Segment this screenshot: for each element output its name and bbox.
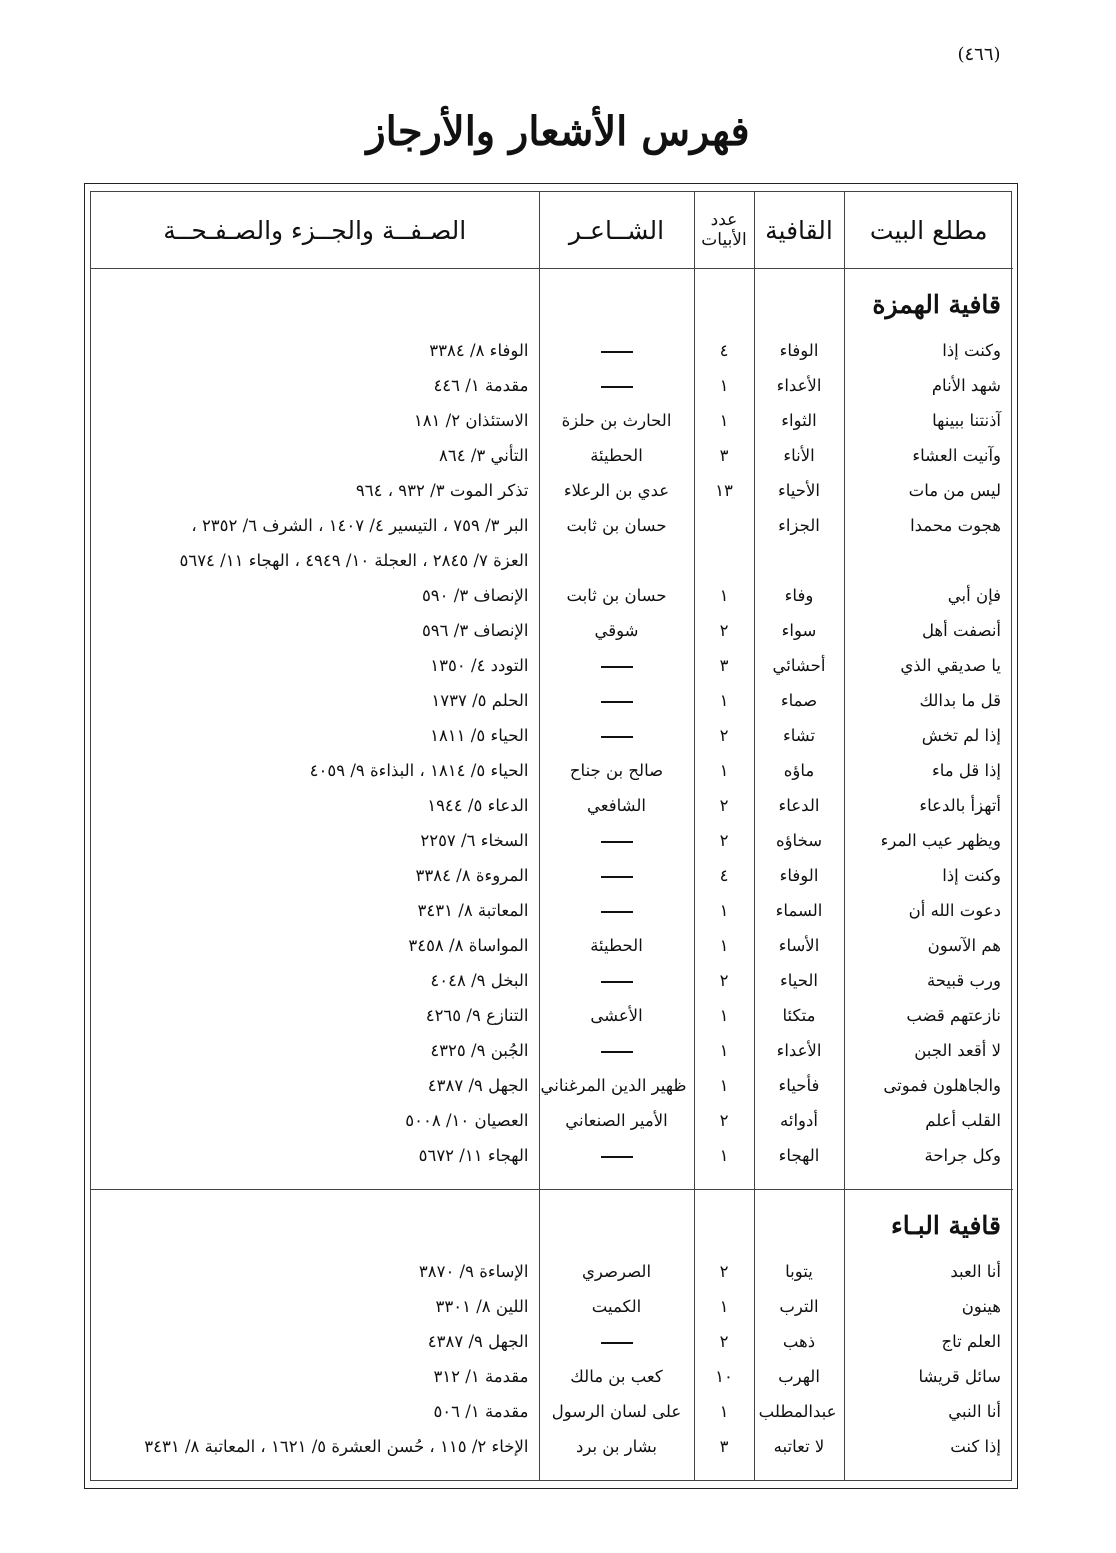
dash-mark [601,981,633,983]
spacer-cell [539,1173,694,1190]
cell-rhyme: الأساء [754,928,844,963]
index-row [91,753,1013,788]
cell-count: ١ [694,1289,754,1324]
dash-mark [601,1156,633,1158]
index-row [91,1103,1013,1138]
spacer-cell [694,1464,754,1480]
section-heading-row [91,1190,1013,1255]
cell-ref: الجهل ٩/ ٤٣٨٧ [427,1332,529,1351]
cell-count: ٢ [694,788,754,823]
cell-poet: الحطيئة [539,928,694,963]
cell-verse: ليس من مات [844,473,1013,508]
cell-rhyme: الأعداء [754,368,844,403]
index-row [91,1033,1013,1068]
cell-ref: الحياء ٥/ ١٨١١ [430,726,529,745]
cell-verse: سائل قريشا [844,1359,1013,1394]
cell-rhyme: الأعداء [754,1033,844,1068]
cell-poet: بشار بن برد [539,1429,694,1464]
cell-verse: إذا قل ماء [844,753,1013,788]
cell-poet: الأمير الصنعاني [539,1103,694,1138]
section-empty-cell [694,269,754,334]
index-row [91,1429,1013,1464]
cell-rhyme: وفاء [754,578,844,613]
cell-ref: الجهل ٩/ ٤٣٨٧ [427,1076,529,1095]
cell-rhyme: الوفاء [754,333,844,368]
cell-verse: إذا كنت [844,1429,1013,1464]
section-empty-cell [91,1190,539,1255]
cell-poet [539,683,694,718]
cell-ref: مقدمة ١/ ٥٠٦ [433,1402,529,1421]
cell-ref: الحلم ٥/ ١٧٣٧ [431,691,529,710]
index-body [91,269,1013,1481]
index-row [91,473,1013,508]
cell-verse: العلم تاج [844,1324,1013,1359]
spacer-cell [754,1173,844,1190]
cell-count: ٣ [694,1429,754,1464]
cell-poet: الحطيئة [539,438,694,473]
dash-mark [601,701,633,703]
index-row [91,1289,1013,1324]
section-heading-row [91,269,1013,334]
index-row [91,718,1013,753]
cell-rhyme: الترب [754,1289,844,1324]
cell-count: ٢ [694,1324,754,1359]
cell-count: ٢ [694,1103,754,1138]
cell-poet [539,1324,694,1359]
cell-rhyme: متكئا [754,998,844,1033]
cell-poet: ظهير الدين المرغناني [539,1068,694,1103]
section-title: قافية البـاء [844,1190,1013,1255]
header-poet: الشــاعـر [539,192,694,269]
cell-verse: أنصفت أهل [844,613,1013,648]
cell-verse: أنا النبي [844,1394,1013,1429]
cell-count: ٢ [694,1254,754,1289]
cell-rhyme: السماء [754,893,844,928]
cell-poet [539,858,694,893]
dash-mark [601,386,633,388]
dash-mark [601,351,633,353]
cell-rhyme: ماؤه [754,753,844,788]
dash-mark [601,1342,633,1344]
section-spacer-row [91,1173,1013,1190]
index-frame [84,183,1018,1489]
dash-mark [601,1051,633,1053]
cell-ref: التودد ٤/ ١٣٥٠ [430,656,529,675]
dash-mark [601,841,633,843]
section-spacer-row [91,1464,1013,1480]
cell-verse: أنا العبد [844,1254,1013,1289]
index-row [91,928,1013,963]
cell-ref: العصيان ١٠/ ٥٠٠٨ [405,1111,529,1130]
cell-count: ٢ [694,613,754,648]
cell-count: ١ [694,1138,754,1173]
cell-ref: الحياء ٥/ ١٨١٤ ، البذاءة ٩/ ٤٠٥٩ [309,761,529,780]
cell-ref: مقدمة ١/ ٤٤٦ [433,376,529,395]
cell-verse: ويظهر عيب المرء [844,823,1013,858]
cell-count: ٢ [694,823,754,858]
cell-poet: صالح بن جناح [539,753,694,788]
cell-count: ٢ [694,718,754,753]
cell-ref: السخاء ٦/ ٢٢٥٧ [420,831,529,850]
index-row [91,648,1013,683]
cell-count: ١ [694,1068,754,1103]
cell-poet [539,368,694,403]
cell-rhyme: الثواء [754,403,844,438]
cell-poet: الصرصري [539,1254,694,1289]
cell-ref: التنازع ٩/ ٤٢٦٥ [425,1006,529,1025]
cell-ref: الإنصاف ٣/ ٥٩٠ [421,586,529,605]
cell-poet [539,1033,694,1068]
cell-rhyme: الهجاء [754,1138,844,1173]
cell-count: ١٣ [694,473,754,508]
cell-poet [539,648,694,683]
cell-ref: الإخاء ٢/ ١١٥ ، حُسن العشرة ٥/ ١٦٢١ ، المعاتبة ٨/ ٣٤٣١ [144,1437,529,1456]
cell-rhyme: الهرب [754,1359,844,1394]
dash-mark [601,876,633,878]
spacer-cell [844,1464,1013,1480]
cell-rhyme: عبدالمطلب [754,1394,844,1429]
cell-rhyme: الأناء [754,438,844,473]
cell-verse: القلب أعلم [844,1103,1013,1138]
cell-verse: هم الآسون [844,928,1013,963]
index-row [91,1254,1013,1289]
cell-rhyme: الجزاء [754,508,844,543]
cell-verse: هينون [844,1289,1013,1324]
spacer-cell [539,1464,694,1480]
cell-rhyme: أدوائه [754,1103,844,1138]
header-verse: مطلع البيت [844,192,1013,269]
page-title: فهرس الأشعار والأرجاز [366,108,750,155]
cell-verse: قل ما بدالك [844,683,1013,718]
index-row [91,543,1013,578]
cell-poet [539,893,694,928]
cell-ref: العزة ٧/ ٢٨٤٥ ، العجلة ١٠/ ٤٩٤٩ ، الهجاء ١١/ ٥٦٧٤ [179,551,529,570]
cell-ref: الإساءة ٩/ ٣٨٧٠ [418,1262,529,1281]
cell-verse [844,543,1013,578]
cell-poet [539,543,694,578]
section-empty-cell [91,269,539,334]
index-row [91,1068,1013,1103]
index-row [91,823,1013,858]
cell-verse: هجوت محمدا [844,508,1013,543]
cell-count: ٣ [694,648,754,683]
section-empty-cell [754,1190,844,1255]
cell-poet [539,1138,694,1173]
cell-ref: اللين ٨/ ٣٣٠١ [435,1297,529,1316]
header-rhyme: القافية [754,192,844,269]
cell-ref: الإنصاف ٣/ ٥٩٦ [421,621,529,640]
cell-count: ١ [694,893,754,928]
index-row [91,613,1013,648]
index-inner-frame [90,191,1012,1481]
cell-ref: الاستئذان ٢/ ١٨١ [413,411,529,430]
cell-count: ٤ [694,858,754,893]
cell-ref: المروءة ٨/ ٣٣٨٤ [415,866,529,885]
cell-count: ١ [694,578,754,613]
index-row [91,683,1013,718]
cell-rhyme: لا تعاتبه [754,1429,844,1464]
cell-count: ١ [694,1394,754,1429]
dash-mark [601,736,633,738]
header-row [91,192,1013,269]
cell-poet: الكميت [539,1289,694,1324]
cell-count: ١ [694,403,754,438]
cell-poet [539,718,694,753]
section-empty-cell [754,269,844,334]
cell-verse: شهد الأنام [844,368,1013,403]
cell-ref: البخل ٩/ ٤٠٤٨ [430,971,529,990]
cell-rhyme: الدعاء [754,788,844,823]
cell-poet [539,963,694,998]
cell-rhyme: الوفاء [754,858,844,893]
section-empty-cell [694,1190,754,1255]
cell-ref: مقدمة ١/ ٣١٢ [433,1367,529,1386]
cell-poet: شوقي [539,613,694,648]
index-row [91,1138,1013,1173]
cell-verse: يا صديقي الذي [844,648,1013,683]
index-row [91,858,1013,893]
spacer-cell [844,1173,1013,1190]
cell-ref: تذكر الموت ٣/ ٩٣٢ ، ٩٦٤ [355,481,529,500]
cell-verse: وكل جراحة [844,1138,1013,1173]
cell-ref: الجُبن ٩/ ٤٣٢٥ [430,1041,529,1060]
cell-verse: آذنتنا ببينها [844,403,1013,438]
cell-verse: دعوت الله أن [844,893,1013,928]
dash-mark [601,666,633,668]
cell-rhyme: سواء [754,613,844,648]
cell-rhyme: صماء [754,683,844,718]
cell-ref: المعاتبة ٨/ ٣٤٣١ [417,901,529,920]
index-row [91,578,1013,613]
cell-verse: نازعتهم قضب [844,998,1013,1033]
header-count: عدد الأبيات [694,192,754,269]
cell-poet: كعب بن مالك [539,1359,694,1394]
cell-verse: وآنيت العشاء [844,438,1013,473]
cell-verse: أتهزأ بالدعاء [844,788,1013,823]
cell-count: ١ [694,1033,754,1068]
cell-ref: البر ٣/ ٧٥٩ ، التيسير ٤/ ١٤٠٧ ، الشرف ٦/ ٢٣٥٢ ، [191,516,529,535]
cell-rhyme: يتوبا [754,1254,844,1289]
poetry-index-table [91,192,1013,1480]
cell-verse: لا أقعد الجبن [844,1033,1013,1068]
index-row [91,508,1013,543]
cell-count: ١٠ [694,1359,754,1394]
section-title: قافية الهمزة [844,269,1013,334]
cell-verse: والجاهلون فموتى [844,1068,1013,1103]
cell-count: ١ [694,368,754,403]
spacer-cell [91,1464,539,1480]
index-row [91,1359,1013,1394]
dash-mark [601,911,633,913]
cell-ref: الدعاء ٥/ ١٩٤٤ [427,796,529,815]
cell-rhyme: فأحياء [754,1068,844,1103]
cell-poet: على لسان الرسول [539,1394,694,1429]
cell-count: ١ [694,753,754,788]
cell-poet [539,823,694,858]
index-row [91,333,1013,368]
cell-ref: التأني ٣/ ٨٦٤ [439,446,529,465]
cell-rhyme: أحشائي [754,648,844,683]
cell-poet: الأعشى [539,998,694,1033]
cell-verse: إذا لم تخش [844,718,1013,753]
cell-rhyme: ذهب [754,1324,844,1359]
index-row [91,893,1013,928]
cell-verse: وكنت إذا [844,858,1013,893]
index-row [91,963,1013,998]
index-row [91,368,1013,403]
cell-poet: الحارث بن حلزة [539,403,694,438]
cell-count [694,543,754,578]
cell-rhyme: الأحياء [754,473,844,508]
cell-count [694,508,754,543]
cell-verse: وكنت إذا [844,333,1013,368]
index-row [91,998,1013,1033]
cell-poet [539,333,694,368]
page-number: (٤٦٦) [957,44,1001,65]
index-row [91,1394,1013,1429]
cell-rhyme: سخاؤه [754,823,844,858]
cell-count: ٢ [694,963,754,998]
cell-rhyme: الحياء [754,963,844,998]
spacer-cell [694,1173,754,1190]
spacer-cell [91,1173,539,1190]
cell-count: ٣ [694,438,754,473]
cell-ref: الوفاء ٨/ ٣٣٨٤ [429,341,529,360]
section-empty-cell [539,269,694,334]
cell-poet: الشافعي [539,788,694,823]
cell-poet: حسان بن ثابت [539,578,694,613]
cell-count: ١ [694,683,754,718]
cell-verse: ورب قبيحة [844,963,1013,998]
cell-poet: حسان بن ثابت [539,508,694,543]
index-row [91,403,1013,438]
cell-count: ١ [694,998,754,1033]
cell-poet: عدي بن الرعلاء [539,473,694,508]
spacer-cell [754,1464,844,1480]
index-row [91,788,1013,823]
index-row [91,1324,1013,1359]
cell-ref: المواساة ٨/ ٣٤٥٨ [408,936,529,955]
cell-rhyme [754,543,844,578]
header-ref: الصـفــة والجــزء والصـفـحــة [91,192,539,269]
cell-count: ٤ [694,333,754,368]
section-empty-cell [539,1190,694,1255]
index-row [91,438,1013,473]
cell-rhyme: تشاء [754,718,844,753]
cell-ref: الهجاء ١١/ ٥٦٧٢ [418,1146,529,1165]
cell-count: ١ [694,928,754,963]
cell-verse: فإن أبي [844,578,1013,613]
